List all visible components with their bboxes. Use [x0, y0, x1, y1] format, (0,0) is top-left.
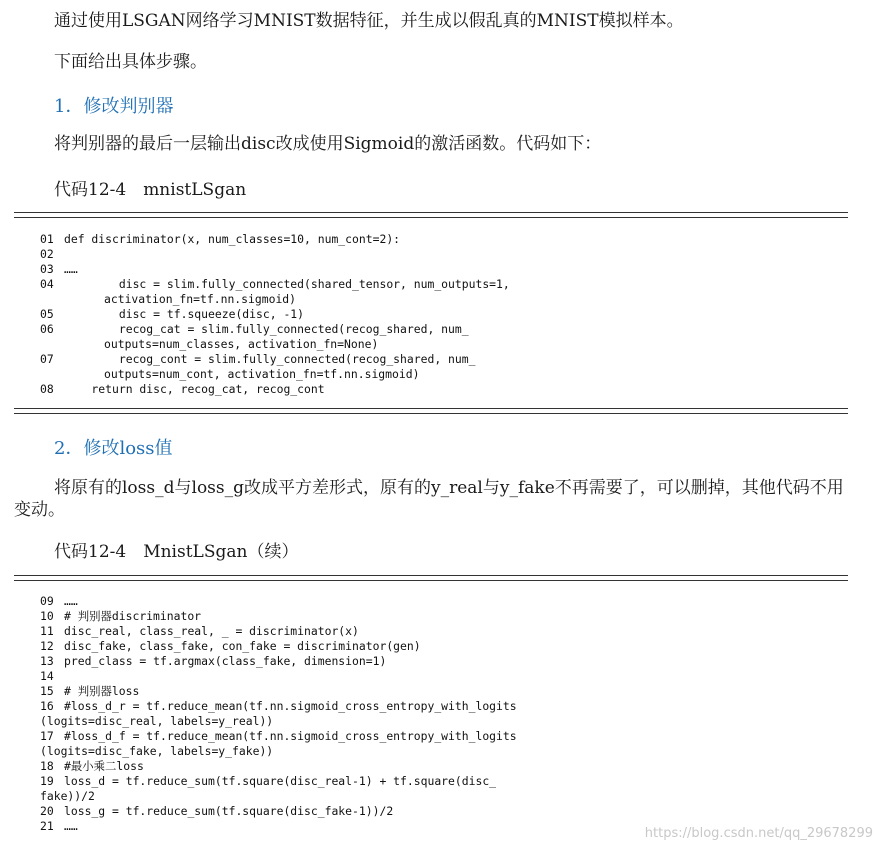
code-text: #最小乘二loss — [64, 759, 144, 773]
line-number: 18 — [40, 759, 54, 773]
code-text: # 判别器discriminator — [64, 609, 202, 623]
code-continuation: activation_fn=tf.nn.sigmoid) — [104, 292, 297, 306]
code-line — [40, 729, 840, 744]
section2-text: 将原有的loss_d与loss_g改成平方差形式，原有的y_real与y_fake不再需要了，可以删掉，其他代码不用变动。 — [14, 478, 844, 520]
code-text: disc = tf.squeeze(disc, -1) — [64, 307, 305, 321]
code-continuation: outputs=num_classes, activation_fn=None) — [104, 337, 379, 351]
line-number: 11 — [40, 624, 54, 638]
code-line — [40, 654, 840, 669]
line-number: 04 — [40, 277, 54, 291]
code-line — [40, 774, 840, 789]
code-text: recog_cat = slim.fully_connected(recog_shared, num_ — [64, 322, 469, 336]
line-number: 21 — [40, 819, 54, 833]
code-line — [40, 247, 840, 262]
code-text: disc_fake, class_fake, con_fake = discriminator(gen) — [64, 639, 421, 653]
code-text: #loss_d_r = tf.reduce_mean(tf.nn.sigmoid_cross_entropy_with_logits — [64, 699, 517, 713]
line-number: 12 — [40, 639, 54, 653]
line-number: 19 — [40, 774, 54, 788]
line-number: 08 — [40, 382, 54, 396]
code-line — [40, 609, 840, 624]
code-line — [40, 322, 840, 337]
code-rule-top-2 — [14, 575, 848, 581]
code-line — [40, 232, 840, 247]
code-text: # 判别器loss — [64, 684, 140, 698]
code-continuation: outputs=num_cont, activation_fn=tf.nn.sigmoid) — [104, 367, 420, 381]
code-text: disc_real, class_real, _ = discriminator(x) — [64, 624, 359, 638]
section1-text: 将判别器的最后一层输出disc改成使用Sigmoid的激活函数。代码如下： — [54, 134, 602, 154]
code-line — [40, 262, 840, 277]
code-line — [40, 307, 840, 322]
code-text: recog_cont = slim.fully_connected(recog_shared, num_ — [64, 352, 476, 366]
code-rule-top-1 — [14, 212, 848, 218]
code-block-1 — [40, 232, 840, 397]
code-line — [40, 759, 840, 774]
code-line — [40, 594, 840, 609]
code-line — [40, 639, 840, 654]
code-continuation: (logits=disc_real, labels=y_real)) — [40, 714, 274, 728]
section1-heading: 1．修改判别器 — [54, 96, 174, 117]
line-number: 05 — [40, 307, 54, 321]
line-number: 07 — [40, 352, 54, 366]
code-line — [40, 277, 840, 292]
watermark: https://blog.csdn.net/qq_29678299 — [644, 826, 873, 841]
code-rule-bottom-1 — [14, 408, 848, 414]
line-number: 13 — [40, 654, 54, 668]
code-block-2 — [40, 594, 840, 834]
code-text: …… — [64, 819, 78, 833]
code-text: def discriminator(x, num_classes=10, num_cont=2): — [64, 232, 401, 246]
code-text: loss_d = tf.reduce_sum(tf.square(disc_real-1) + tf.square(disc_ — [64, 774, 497, 788]
line-number: 03 — [40, 262, 54, 276]
code-line — [40, 669, 840, 684]
code-line — [40, 352, 840, 367]
code-continuation: (logits=disc_fake, labels=y_fake)) — [40, 744, 274, 758]
line-number: 01 — [40, 232, 54, 246]
code-line — [40, 382, 840, 397]
code-text: …… — [64, 594, 78, 608]
steps-intro: 下面给出具体步骤。 — [54, 52, 207, 72]
line-number: 09 — [40, 594, 54, 608]
code-line — [40, 684, 840, 699]
line-number: 02 — [40, 247, 54, 261]
section2-heading: 2．修改loss值 — [54, 438, 173, 459]
code-line — [40, 699, 840, 714]
line-number: 06 — [40, 322, 54, 336]
line-number: 15 — [40, 684, 54, 698]
code-text: disc = slim.fully_connected(shared_tensor, num_outputs=1, — [64, 277, 510, 291]
code-title-2: 代码12-4 MnistLSgan（续） — [54, 542, 299, 562]
code-text: return disc, recog_cat, recog_cont — [64, 382, 325, 396]
code-line — [40, 804, 840, 819]
line-number: 10 — [40, 609, 54, 623]
line-number: 16 — [40, 699, 54, 713]
line-number: 17 — [40, 729, 54, 743]
code-text: #loss_d_f = tf.reduce_mean(tf.nn.sigmoid_cross_entropy_with_logits — [64, 729, 517, 743]
line-number: 20 — [40, 804, 54, 818]
code-continuation: fake))/2 — [40, 789, 95, 803]
code-text: loss_g = tf.reduce_sum(tf.square(disc_fake-1))/2 — [64, 804, 394, 818]
code-text: pred_class = tf.argmax(class_fake, dimension=1) — [64, 654, 387, 668]
intro-paragraph: 通过使用LSGAN网络学习MNIST数据特征，并生成以假乱真的MNIST模拟样本。 — [54, 11, 684, 31]
line-number: 14 — [40, 669, 54, 683]
code-title-1: 代码12-4 mnistLSgan — [54, 180, 247, 200]
code-line — [40, 624, 840, 639]
code-text: …… — [64, 262, 78, 276]
